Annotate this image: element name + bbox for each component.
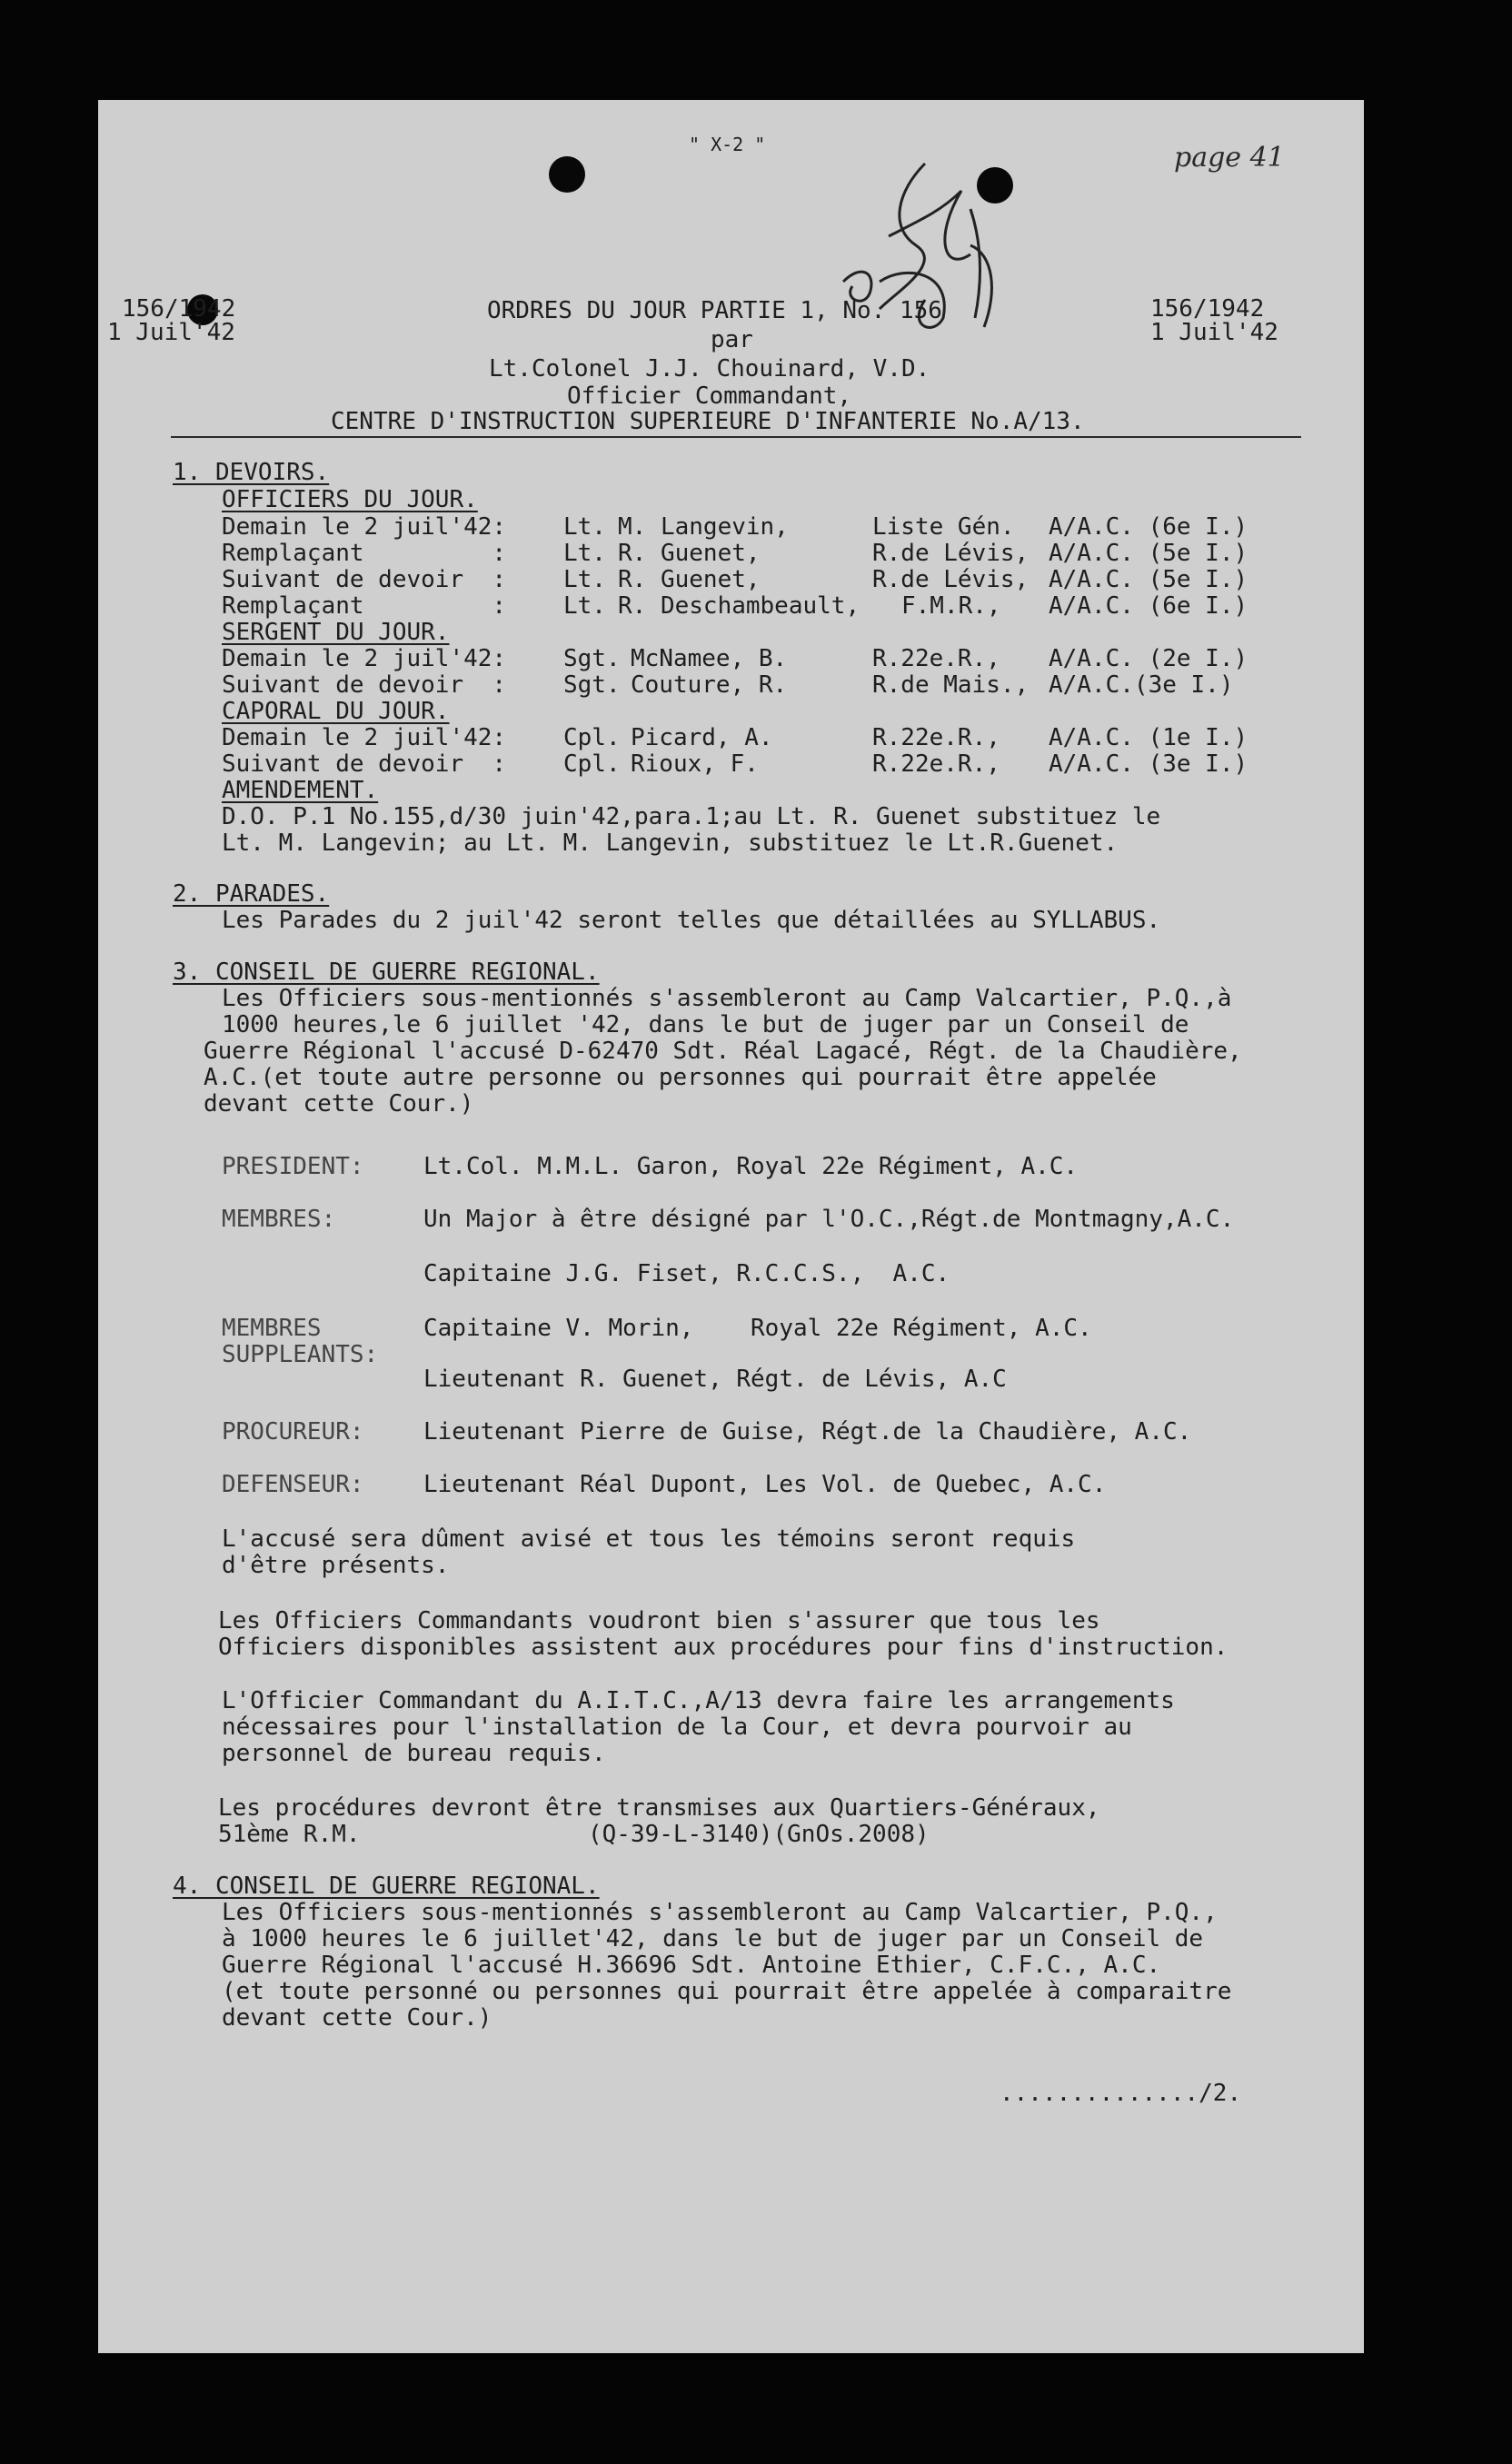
section-3-para: personnel de bureau requis.: [222, 1740, 606, 1767]
duty-unit: R.de Lévis,: [872, 540, 1030, 567]
right-ref-date: 1 Juil'42: [1150, 319, 1278, 346]
member-role: MEMBRES:: [222, 1206, 336, 1233]
section-3-intro-line: Guerre Régional l'accusé D-62470 Sdt. Réal Lagacé, Régt. de la Chaudière,: [204, 1038, 1242, 1065]
member-text: Lieutenant Pierre de Guise, Régt.de la Chaudière, A.C.: [423, 1418, 1192, 1446]
top-mark: " X-2 ": [689, 134, 766, 155]
section-3-intro-line: A.C.(et toute autre personne ou personnes qui pourrait être appelée: [204, 1064, 1157, 1091]
duty-label: Demain le 2 juil'42:: [222, 645, 507, 672]
header-unit: CENTRE D'INSTRUCTION SUPERIEURE D'INFANTERIE No.A/13.: [331, 408, 1085, 435]
header-par: par: [711, 326, 753, 353]
duty-rank: Sgt.: [563, 671, 621, 699]
duty-unit: R.de Lévis,: [872, 566, 1030, 593]
duty-label: Suivant de devoir :: [222, 566, 507, 593]
duty-appt: A/A.C. (6e I.): [1049, 592, 1248, 620]
duty-label: Remplaçant :: [222, 592, 507, 620]
duty-appt: A/A.C. (2e I.): [1049, 645, 1248, 672]
left-ref-number: 156/1942: [122, 295, 236, 323]
duty-appt: A/A.C. (5e I.): [1049, 540, 1248, 567]
corporal-heading: CAPORAL DU JOUR.: [222, 698, 450, 725]
duty-label: Remplaçant :: [222, 540, 507, 567]
duty-appt: A/A.C.(3e I.): [1049, 671, 1234, 699]
duty-name: R. Guenet,: [618, 566, 761, 593]
amendment-line: Lt. M. Langevin; au Lt. M. Langevin, substituez le Lt.R.Guenet.: [222, 830, 1119, 857]
document-page: [98, 100, 1364, 2353]
member-role: MEMBRES: [222, 1315, 322, 1342]
section-3-para: Officiers disponibles assistent aux procédures pour fins d'instruction.: [218, 1634, 1228, 1661]
section-3-intro-line: devant cette Cour.): [204, 1090, 474, 1118]
section-4-line: à 1000 heures le 6 juillet'42, dans le but de juger par un Conseil de: [222, 1925, 1204, 1952]
member-role: PROCUREUR:: [222, 1418, 364, 1446]
section-3-para: L'accusé sera dûment avisé et tous les témoins seront requis: [222, 1525, 1076, 1553]
duty-unit: R.de Mais.,: [872, 671, 1030, 699]
duty-rank: Cpl.: [563, 750, 621, 778]
duty-label: Suivant de devoir :: [222, 671, 507, 699]
header-rule: [171, 436, 1301, 438]
section-3-para: Les Officiers Commandants voudront bien s'assurer que tous les: [218, 1607, 1100, 1634]
duty-unit: F.M.R.,: [901, 592, 1001, 620]
duty-unit: R.22e.R.,: [872, 645, 1000, 672]
duty-unit: Liste Gén.: [872, 513, 1015, 541]
sergeant-heading: SERGENT DU JOUR.: [222, 619, 450, 646]
duty-rank: Lt.: [563, 540, 606, 567]
duty-rank: Lt.: [563, 513, 606, 541]
section-3-para: 51ème R.M. (Q-39-L-3140)(GnOs.2008): [218, 1821, 930, 1848]
section-4-title: 4. CONSEIL DE GUERRE REGIONAL.: [173, 1873, 600, 1900]
duty-appt: A/A.C. (3e I.): [1049, 750, 1248, 778]
duty-label: Demain le 2 juil'42:: [222, 724, 507, 751]
section-2-text: Les Parades du 2 juil'42 seront telles que détaillées au SYLLABUS.: [222, 907, 1161, 934]
duty-appt: A/A.C. (5e I.): [1049, 566, 1248, 593]
member-role: PRESIDENT:: [222, 1153, 364, 1180]
section-2-title: 2. PARADES.: [173, 880, 330, 908]
amendment-line: D.O. P.1 No.155,d/30 juin'42,para.1;au Lt. R. Guenet substituez le: [222, 803, 1161, 830]
left-ref-date: 1 Juil'42: [107, 319, 235, 346]
member-text: Capitaine J.G. Fiset, R.C.C.S., A.C.: [423, 1260, 950, 1287]
section-3-intro-line: 1000 heures,le 6 juillet '42, dans le but de juger par un Conseil de: [222, 1011, 1189, 1038]
member-text: Lieutenant R. Guenet, Régt. de Lévis, A.C: [423, 1366, 1007, 1393]
section-4-line: Les Officiers sous-mentionnés s'assembleront au Camp Valcartier, P.Q.,: [222, 1899, 1218, 1926]
section-3-para: Les procédures devront être transmises aux Quartiers-Généraux,: [218, 1794, 1100, 1822]
duty-rank: Lt.: [563, 566, 606, 593]
duty-rank: Sgt.: [563, 645, 621, 672]
duty-label: Demain le 2 juil'42:: [222, 513, 507, 541]
duty-label: Suivant de devoir :: [222, 750, 507, 778]
duty-unit: R.22e.R.,: [872, 750, 1000, 778]
header-commander: Lt.Colonel J.J. Chouinard, V.D.: [489, 355, 930, 383]
member-role: SUPPLEANTS:: [222, 1341, 379, 1368]
duty-rank: Cpl.: [563, 724, 621, 751]
duty-name: Rioux, F.: [631, 750, 759, 778]
section-3-para: d'être présents.: [222, 1552, 450, 1579]
section-4-line: (et toute personné ou personnes qui pourrait être appelée à comparaitre: [222, 1978, 1232, 2005]
duty-name: R. Deschambeault,: [618, 592, 860, 620]
right-ref-number: 156/1942: [1150, 295, 1265, 323]
continuation-mark: ............../2.: [1000, 2080, 1242, 2107]
officers-heading: OFFICIERS DU JOUR.: [222, 486, 478, 513]
section-4-line: devant cette Cour.): [222, 2004, 492, 2032]
header-role: Officier Commandant,: [567, 383, 852, 410]
duty-name: Couture, R.: [631, 671, 788, 699]
section-4-line: Guerre Régional l'accusé H.36696 Sdt. Antoine Ethier, C.F.C., A.C.: [222, 1952, 1161, 1979]
duty-unit: R.22e.R.,: [872, 724, 1000, 751]
duty-name: M. Langevin,: [618, 513, 789, 541]
duty-name: Picard, A.: [631, 724, 773, 751]
section-3-title: 3. CONSEIL DE GUERRE REGIONAL.: [173, 959, 600, 986]
duty-rank: Lt.: [563, 592, 606, 620]
punch-hole-left: [549, 156, 585, 193]
duty-appt: A/A.C. (1e I.): [1049, 724, 1248, 751]
page-note: page 41: [1174, 142, 1285, 174]
duty-name: R. Guenet,: [618, 540, 761, 567]
member-text: Lt.Col. M.M.L. Garon, Royal 22e Régiment, A.C.: [423, 1153, 1079, 1180]
duty-name: McNamee, B.: [631, 645, 788, 672]
member-role: DEFENSEUR:: [222, 1471, 364, 1498]
amendment-heading: AMENDEMENT.: [222, 777, 379, 804]
section-3-para: L'Officier Commandant du A.I.T.C.,A/13 devra faire les arrangements: [222, 1687, 1175, 1714]
section-1-title: 1. DEVOIRS.: [173, 459, 330, 486]
member-text: Un Major à être désigné par l'O.C.,Régt.de Montmagny,A.C.: [423, 1206, 1235, 1233]
header-title: ORDRES DU JOUR PARTIE 1, No. 156: [487, 297, 942, 324]
handwritten-signature: [789, 154, 1025, 373]
duty-appt: A/A.C. (6e I.): [1049, 513, 1248, 541]
section-3-intro-line: Les Officiers sous-mentionnés s'assembleront au Camp Valcartier, P.Q.,à: [222, 985, 1232, 1012]
member-text: Lieutenant Réal Dupont, Les Vol. de Quebec, A.C.: [423, 1471, 1107, 1498]
member-text: Capitaine V. Morin, Royal 22e Régiment, A.C.: [423, 1315, 1092, 1342]
section-3-para: nécessaires pour l'installation de la Cour, et devra pourvoir au: [222, 1714, 1132, 1741]
